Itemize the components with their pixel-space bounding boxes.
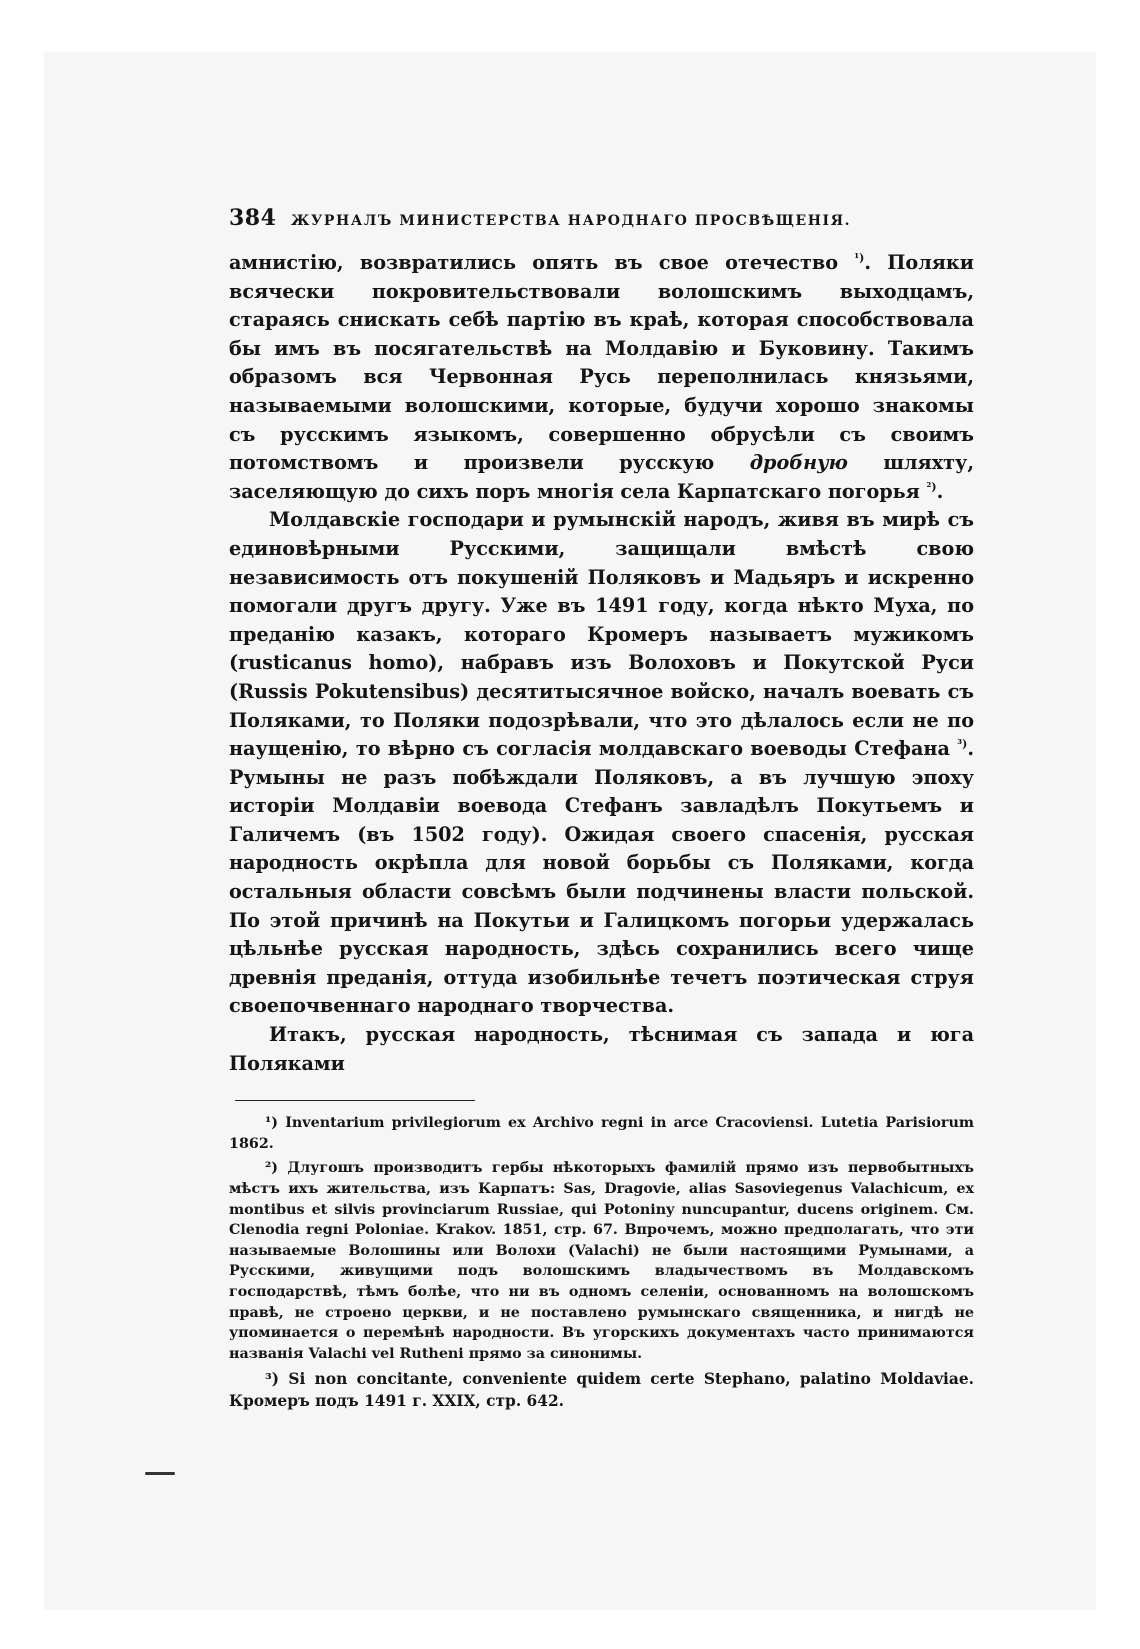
book-page: [229, 205, 974, 1416]
footnote-text: Длугошъ производитъ гербы нѣкоторыхъ фамилій прямо изъ первобытныхъ мѣстъ ихъ жительства, изъ Карпатъ: Sas, Dragovie, alias Sasoviegenus Valachicum, ex montibus et silvis provinciarum Russiae, qui Potoniny nuncupantur, ducens originem. См. Clenodia regni Poloniae. Krakov. 1851, стр. 67. Впрочемъ, можно предполагать, что эти называемые Волошины или Волохи (Valachi) не были настоящими Румынами, а Русскими, живущими подъ волошскимъ владычествомъ въ Молдавскомъ господарствѣ, тѣмъ болѣе, что ни въ одномъ селеніи, основанномъ на волошскомъ правѣ, не строено церкви, и не поставлено румынскаго священника, и нигдѣ не упоминается о перемѣнѣ народности. Въ угорскихъ документахъ часто принимаются названія Valachi vel Rutheni прямо за синонимы.: [229, 1160, 974, 1362]
footnote-ref-3: ³): [957, 737, 968, 751]
paragraph-text: . Румыны не разъ побѣждали Поляковъ, а въ лучшую эпоху исторіи Молдавіи воевода Стефанъ завладѣлъ Покутьемъ и Галичемъ (въ 1502 году). Ожидая своего спасенія, русская народность окрѣпла для новой борьбы съ Поляками, когда остальныя области совсѣмъ были подчинены власти польской. По этой причинѣ на Покутьи и Галицкомъ погорьи удержалась цѣльнѣе русская народность, здѣсь сохранились всего чище древнія преданія, оттуда изобильнѣе течетъ поэтическая струя своепочвеннаго народнаго творчества.: [229, 737, 974, 1018]
main-text: [229, 249, 974, 1078]
footnote-divider: [235, 1100, 475, 1101]
paragraph-text: шляхту, заселяющую до сихъ поръ многія села Карпатскаго погорья: [229, 451, 974, 503]
footnote-mark: ¹): [265, 1115, 279, 1132]
paragraph-1: [229, 249, 974, 506]
page-number: 384: [229, 205, 277, 231]
footnote-3: [229, 1368, 974, 1412]
page-header: [229, 205, 974, 241]
footnote-ref-1: ¹): [854, 251, 865, 265]
footnote-text: Si non concitante, conveniente quidem certe Stephano, palatino Moldaviae. Кромеръ подъ 1491 г. XXIX, стр. 642.: [229, 1370, 974, 1411]
footnote-1: [229, 1113, 974, 1154]
italic-word: дробную: [749, 451, 848, 475]
paragraph-text: амнистію, возвратились опять въ свое отечество: [229, 251, 855, 274]
paragraph-3: Итакъ, русская народность, тѣснимая съ запада и юга Поляками: [229, 1023, 974, 1075]
paragraph-text: . Поляки всячески покровительствовали волошскимъ выходцамъ, стараясь снискать себѣ партію въ краѣ, которая способствовала бы имъ въ посягательствѣ на Молдавію и Буковину. Такимъ образомъ вся Червонная Русь переполнилась князьями, называемыми волошскими, которые, будучи хорошо знакомы съ русскимъ языкомъ, совершенно обрусѣли съ своимъ потомствомъ и произвели русскую: [229, 251, 974, 475]
footnote-2: [229, 1158, 974, 1364]
paragraph-text: Молдавскіе господари и румынскій народъ, живя въ мирѣ съ единовѣрными Русскими, защищали вмѣстѣ свою независимость отъ покушеній Поляковъ и Мадьяръ и искренно помогали другъ другу. Уже въ 1491 году, когда нѣкто Муха, по преданію казакъ, котораго Кромеръ называетъ мужикомъ (rusticanus homo), набравъ изъ Волоховъ и Покутской Руси (Russis Pokutensibus) десятитысячное войско, началъ воевать съ Поляками, то Поляки подозрѣвали, что это дѣлалось если не по наущенію, то вѣрно съ согласія молдавскаго воеводы Стефана: [229, 508, 974, 761]
paragraph-text: .: [936, 479, 944, 503]
paragraph-2: [229, 506, 974, 1021]
margin-mark: [145, 1472, 175, 1475]
footnote-mark: ²): [265, 1160, 279, 1177]
footnote-ref-2: ²): [926, 480, 937, 494]
footnote-text: Inventarium privilegiorum ex Archivo regni in arce Cracoviensi. Lutetia Parisiorum 1862.: [229, 1115, 974, 1152]
footnotes: [229, 1113, 974, 1412]
running-title: ЖУРНАЛЪ МИНИСТЕРСТВА НАРОДНАГО ПРОСВѢЩЕНІЯ.: [291, 213, 852, 229]
footnote-mark: ³): [265, 1370, 280, 1389]
